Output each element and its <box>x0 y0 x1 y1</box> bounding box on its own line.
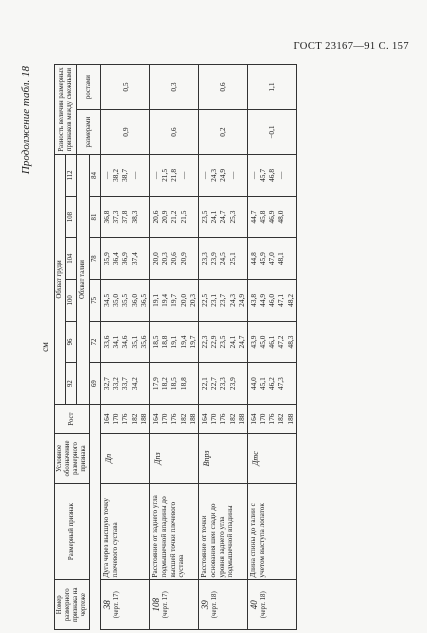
col-header-diff: Разность величин размерных признаков между смежными <box>55 65 77 155</box>
measure-column <box>101 238 150 280</box>
measure-column <box>247 321 296 363</box>
measure-value: 43,9 <box>248 335 258 349</box>
measure-value: 48,0 <box>276 210 286 224</box>
diff-height-value: 0,5 <box>101 65 150 110</box>
diff-size-value: 0,9 <box>101 110 150 155</box>
measure-value <box>237 157 246 194</box>
measure-column <box>101 155 150 197</box>
measure-value: 35,5 <box>120 293 130 307</box>
diff-height-value: 0,3 <box>150 65 199 110</box>
chest-value-header: 96 <box>66 321 77 363</box>
feature-number: 40 <box>248 600 259 610</box>
chest-value-header: 108 <box>66 196 77 238</box>
measure-column <box>198 196 247 238</box>
measure-value: — <box>102 171 112 180</box>
measure-value <box>188 365 197 402</box>
measure-value: 23,9 <box>227 377 237 391</box>
measure-value: 21,2 <box>169 210 179 224</box>
measure-value: 43,8 <box>248 293 258 307</box>
height-values <box>150 404 199 433</box>
measure-value: 23,3 <box>218 377 228 391</box>
chest-value-header: 104 <box>66 238 77 280</box>
chest-value-header: 92 <box>66 363 77 405</box>
waist-value-header: 81 <box>90 196 101 238</box>
measure-value: 37,8 <box>120 210 130 224</box>
measure-value: 23,5 <box>218 335 228 349</box>
measure-value: 25,3 <box>227 210 237 224</box>
height-value: 182 <box>178 413 188 425</box>
measure-value: 22,1 <box>199 377 209 391</box>
col-header-chest-group: Обхват груди <box>55 155 66 405</box>
measure-column <box>101 280 150 322</box>
measure-value: 23,5 <box>199 210 209 224</box>
measure-value: 45,9 <box>258 252 268 266</box>
measure-value: 21,8 <box>169 168 179 182</box>
measure-value: 36,8 <box>102 210 112 224</box>
measure-value: 17,9 <box>151 377 161 391</box>
measure-column <box>247 155 296 197</box>
measure-value: 18,2 <box>160 377 170 391</box>
waist-value-header: 75 <box>90 280 101 322</box>
height-value: 170 <box>258 413 268 425</box>
measure-value <box>139 240 148 277</box>
col-header-num: Номер размерного признака на чертеже <box>55 580 90 630</box>
measure-value: 22,3 <box>199 335 209 349</box>
drawing-reference: (черт. 17) <box>113 591 121 619</box>
measure-value: 24,1 <box>209 210 219 224</box>
feature-designation: Дтс <box>247 434 296 484</box>
measure-value <box>286 199 295 236</box>
height-value: 176 <box>218 413 228 425</box>
measure-column <box>198 280 247 322</box>
measure-value: 23,1 <box>209 293 219 307</box>
feature-name: Расстояние от заднего угла подмышечной впадины до высшей точки плечевого сустава <box>150 483 199 580</box>
measure-value: 20,9 <box>160 210 170 224</box>
measure-value: 22,7 <box>209 377 219 391</box>
col-header-designation: Условное обозначение размерного признака <box>55 434 90 484</box>
height-value: 188 <box>187 413 197 425</box>
feature-number: 108 <box>151 598 162 612</box>
measure-value: 34,1 <box>111 335 121 349</box>
measure-value: 46,9 <box>267 210 277 224</box>
measure-column <box>150 155 199 197</box>
measure-value: — <box>151 171 161 180</box>
measure-value: 33,2 <box>111 377 121 391</box>
measure-value: 44,8 <box>248 252 258 266</box>
measure-value: 48,1 <box>276 252 286 266</box>
measure-value: 18,5 <box>151 335 161 349</box>
drawing-reference: (черт. 17) <box>161 591 169 619</box>
measure-column <box>198 321 247 363</box>
measure-value: 46,2 <box>267 377 277 391</box>
height-values <box>247 404 296 433</box>
measure-column <box>150 196 199 238</box>
measure-value: 47,1 <box>276 293 286 307</box>
measure-column <box>150 363 199 405</box>
measure-column <box>150 321 199 363</box>
measure-value: 21,5 <box>160 168 170 182</box>
height-value: 170 <box>209 413 219 425</box>
measure-column <box>101 321 150 363</box>
measure-column <box>101 363 150 405</box>
measure-value <box>286 157 295 194</box>
feature-name: Расстояние от точки основания шеи сзади до уровня заднего угла подмышечной впадины <box>198 483 247 580</box>
measure-value: 32,7 <box>102 377 112 391</box>
measure-value <box>237 365 246 402</box>
height-value: 164 <box>248 413 258 425</box>
measure-value: 37,4 <box>129 252 139 266</box>
measure-value: 20,6 <box>169 252 179 266</box>
feature-number: 39 <box>199 600 210 610</box>
height-value: 176 <box>267 413 277 425</box>
measure-value: 37,3 <box>111 210 121 224</box>
measure-value: 35,6 <box>138 335 148 349</box>
feature-designation: Дп <box>101 434 150 484</box>
measure-value: — <box>276 171 286 180</box>
measure-value: 19,7 <box>169 293 179 307</box>
diff-size-value: 0,6 <box>150 110 199 155</box>
measure-value: 35,0 <box>111 293 121 307</box>
measure-value <box>188 240 197 277</box>
waist-value-header: 78 <box>90 238 101 280</box>
measure-value: 36,4 <box>111 252 121 266</box>
measure-value: 44,9 <box>258 293 268 307</box>
measure-value: 24,9 <box>218 168 228 182</box>
measure-value: 34,6 <box>120 335 130 349</box>
height-value: 182 <box>129 413 139 425</box>
measure-value: 36,9 <box>120 252 130 266</box>
diff-height-value: 0,6 <box>198 65 247 110</box>
measure-value: 18,8 <box>160 335 170 349</box>
measure-value: 24,9 <box>236 293 246 307</box>
measure-column <box>150 238 199 280</box>
measure-value: 23,7 <box>218 293 228 307</box>
drawing-reference: (черт. 18) <box>259 591 267 619</box>
height-value: 164 <box>151 413 161 425</box>
measure-value: 24,1 <box>227 335 237 349</box>
height-value: 188 <box>236 413 246 425</box>
chest-value-header: 112 <box>66 155 77 197</box>
measure-value <box>188 157 197 194</box>
measure-value: 38,3 <box>129 210 139 224</box>
measure-value: 35,9 <box>102 252 112 266</box>
measure-value: 20,6 <box>151 210 161 224</box>
measure-value: 45,8 <box>258 210 268 224</box>
measure-value: 45,7 <box>258 168 268 182</box>
height-value: 170 <box>160 413 170 425</box>
measure-value: 21,5 <box>178 210 188 224</box>
measure-value: 44,0 <box>248 377 258 391</box>
feature-designation: Дпз <box>150 434 199 484</box>
height-value: 170 <box>111 413 121 425</box>
height-value: 176 <box>120 413 130 425</box>
measure-value <box>237 240 246 277</box>
measure-value: 23,3 <box>199 252 209 266</box>
measure-value: 33,7 <box>120 377 130 391</box>
measure-value <box>286 240 295 277</box>
measure-value: — <box>178 171 188 180</box>
height-value: 182 <box>227 413 237 425</box>
col-header-waist-group: Обхват талии <box>77 155 90 405</box>
measure-value: 24,5 <box>218 252 228 266</box>
height-value: 164 <box>199 413 209 425</box>
diff-size-value: 0,2 <box>198 110 247 155</box>
measure-value: 48,2 <box>285 293 295 307</box>
measure-value: 20,9 <box>178 252 188 266</box>
col-header-diff-sizes: размерами <box>77 110 101 155</box>
measure-column <box>247 363 296 405</box>
measure-value: 20,0 <box>151 252 161 266</box>
measure-value <box>139 365 148 402</box>
measure-value: 20,0 <box>178 293 188 307</box>
measure-value: 20,3 <box>160 252 170 266</box>
height-values <box>101 404 150 433</box>
measure-value: 22,5 <box>199 293 209 307</box>
col-header-name: Размерный признак <box>55 483 90 580</box>
measure-value: 24,7 <box>218 210 228 224</box>
table-continuation-caption: Продолжение табл. 18 <box>20 66 32 175</box>
measure-value: 25,1 <box>227 252 237 266</box>
measure-value: — <box>248 171 258 180</box>
measure-value: 47,3 <box>276 377 286 391</box>
diff-height-value: 1,1 <box>247 65 296 110</box>
measure-value: — <box>129 171 139 180</box>
measure-value: 18,8 <box>178 377 188 391</box>
waist-value-header: 69 <box>90 363 101 405</box>
measure-value: — <box>199 171 209 180</box>
unit-label: см <box>40 342 50 352</box>
height-value: 164 <box>102 413 112 425</box>
chest-value-header: 100 <box>66 280 77 322</box>
table-row <box>247 65 296 630</box>
feature-name: Длина спины до талии с учетом выступа лопаток <box>247 483 296 580</box>
measure-value: 24,3 <box>227 293 237 307</box>
measure-value: 35,1 <box>129 335 139 349</box>
measure-value: 19,4 <box>178 335 188 349</box>
measure-value: 23,9 <box>209 252 219 266</box>
measure-value: 19,4 <box>160 293 170 307</box>
drawing-reference: (черт. 18) <box>210 591 218 619</box>
measure-value: 34,2 <box>129 377 139 391</box>
measure-column <box>198 363 247 405</box>
measure-value: 22,9 <box>209 335 219 349</box>
measure-column <box>101 196 150 238</box>
height-value: 182 <box>276 413 286 425</box>
measure-value: 19,7 <box>187 335 197 349</box>
measure-value: 45,1 <box>258 377 268 391</box>
measure-value <box>188 199 197 236</box>
height-value: 176 <box>169 413 179 425</box>
feature-number-cell <box>101 580 150 630</box>
measure-value: 38,7 <box>120 168 130 182</box>
measure-column <box>247 280 296 322</box>
feature-number-cell <box>247 580 296 630</box>
measure-value: 18,5 <box>169 377 179 391</box>
col-header-height: Рост <box>55 404 90 433</box>
col-header-diff-heights: ростами <box>77 65 101 110</box>
measure-column <box>150 280 199 322</box>
measure-value: 46,1 <box>267 335 277 349</box>
measure-value: — <box>227 171 237 180</box>
table-row <box>150 65 199 630</box>
measure-value: 33,6 <box>102 335 112 349</box>
table-row <box>198 65 247 630</box>
size-table <box>54 64 297 630</box>
waist-value-header: 72 <box>90 321 101 363</box>
measure-value: 36,0 <box>129 293 139 307</box>
measure-value: 34,5 <box>102 293 112 307</box>
feature-designation: Впрз <box>198 434 247 484</box>
measure-value: 47,2 <box>276 335 286 349</box>
height-values <box>198 404 247 433</box>
measure-value <box>286 365 295 402</box>
diff-size-value: −0,1 <box>247 110 296 155</box>
feature-number-cell <box>198 580 247 630</box>
measure-value <box>139 199 148 236</box>
measure-value: 47,0 <box>267 252 277 266</box>
feature-number: 38 <box>102 600 113 610</box>
measure-value: 24,3 <box>209 168 219 182</box>
measure-value: 36,5 <box>138 293 148 307</box>
measure-column <box>198 238 247 280</box>
measure-value: 48,3 <box>285 335 295 349</box>
measure-value: 19,1 <box>169 335 179 349</box>
measure-column <box>247 238 296 280</box>
measure-value: 46,0 <box>267 293 277 307</box>
measure-value: 19,1 <box>151 293 161 307</box>
measure-value: 24,7 <box>236 335 246 349</box>
rotated-page <box>20 64 395 630</box>
measure-value: 46,8 <box>267 168 277 182</box>
feature-name: Дуга через высшую точку плечевого сустава <box>101 483 150 580</box>
measure-value <box>237 199 246 236</box>
measure-value: 38,2 <box>111 168 121 182</box>
measure-value: 44,7 <box>248 210 258 224</box>
page-header: ГОСТ 23167—91 С. 157 <box>293 41 409 52</box>
height-value: 188 <box>285 413 295 425</box>
waist-value-header: 84 <box>90 155 101 197</box>
measure-column <box>198 155 247 197</box>
measure-value: 45,0 <box>258 335 268 349</box>
height-value: 188 <box>138 413 148 425</box>
measure-column <box>247 196 296 238</box>
measure-value <box>139 157 148 194</box>
measure-value: 20,3 <box>187 293 197 307</box>
feature-number-cell <box>150 580 199 630</box>
table-row <box>101 65 150 630</box>
